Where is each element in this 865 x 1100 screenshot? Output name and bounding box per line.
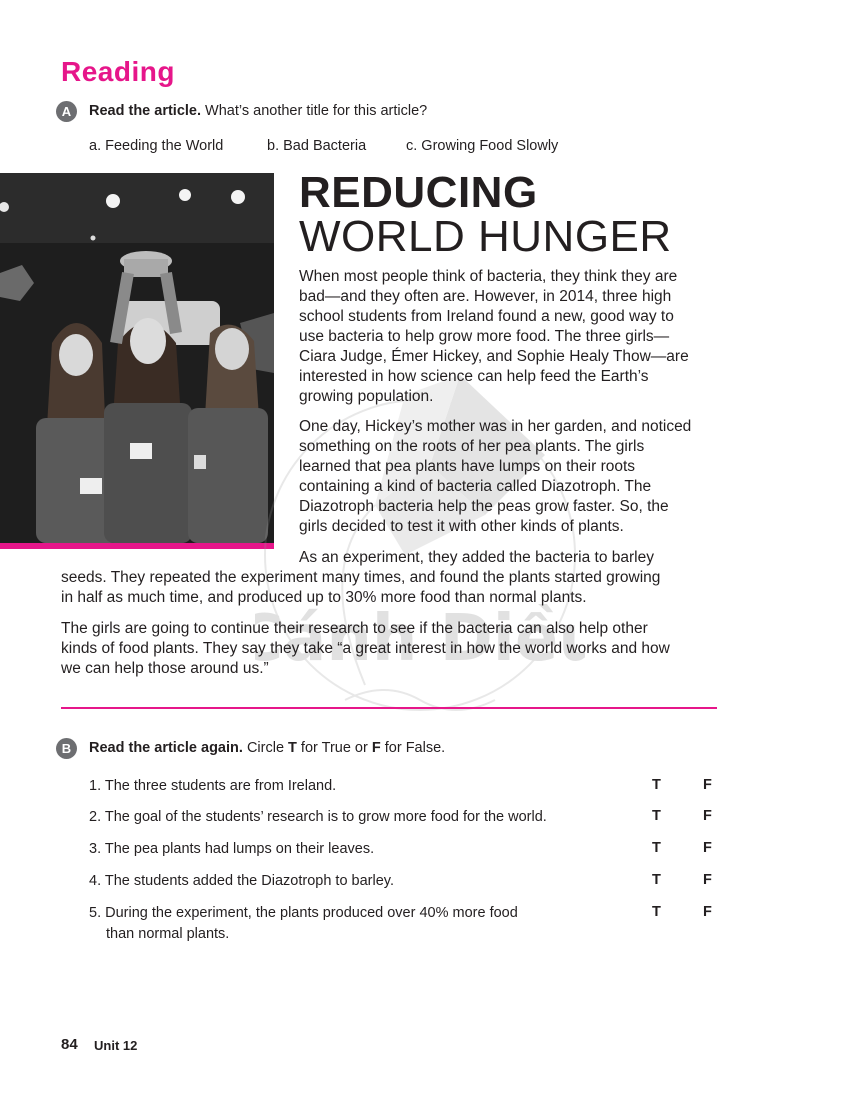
option-b: b. Bad Bacteria [267,138,367,154]
text-line: growing population. [299,388,434,405]
statement-4-true[interactable]: T [652,872,661,888]
statement-number: 1. [89,778,102,794]
article-title-line2: WORLD HUNGER [299,212,672,261]
article-paragraph-1 [299,267,689,407]
text-line: kinds of food plants. They say they take “a great interest in how the world works and how [61,640,670,657]
statement-1-false[interactable]: F [703,777,712,793]
text-line: learned that pea plants have lumps on their roots [299,458,636,475]
task-a-instruction-rest: What’s another title for this article? [201,103,428,119]
statement-text: The three students are from Ireland. [104,778,337,794]
task-b-instruction-mid2: for True or [296,740,372,756]
text-line: use bacteria to help grow more food. The three girls— [299,328,670,345]
task-a-instruction-bold: Read the article. [89,103,202,119]
text-line: interested in how science can help feed the Earth’s [299,368,649,385]
option-a: a. Feeding the World [89,138,224,154]
task-b-instruction [89,740,445,756]
task-b-instruction-bold: Read the article again. [89,740,243,756]
article-paragraph-3-rest [61,568,660,608]
statement-4-false[interactable]: F [703,872,712,888]
section-title: Reading [61,56,175,87]
text-line: containing a kind of bacteria called Diazotroph. The [299,478,652,495]
text-line: One day, Hickey’s mother was in her garden, and noticed [299,418,692,435]
article-photo [0,173,274,543]
statement-text: During the experiment, the plants produced over 40% more food [105,905,518,921]
statement-4 [89,871,609,892]
task-b-instruction-end: for False. [380,740,446,756]
text-line: seeds. They repeated the experiment many times, and found the plants started growing [61,569,661,586]
statement-5 [89,903,609,945]
statement-number: 5. [89,905,102,921]
text-line: we can help those around us.” [61,660,269,677]
statement-number: 2. [89,809,102,825]
text-line: something on the roots of her pea plants. The girls [299,438,645,455]
article-paragraph-3-line1: As an experiment, they added the bacteria to barley [299,549,654,566]
statement-text: The goal of the students’ research is to grow more food for the world. [104,809,547,825]
photo-accent-bar [0,543,274,549]
statement-text-continued: than normal plants. [106,926,230,942]
text-line: bad—and they often are. However, in 2014, three high [299,288,672,305]
statement-5-false[interactable]: F [703,904,712,920]
statement-number: 3. [89,841,102,857]
statement-2-false[interactable]: F [703,808,712,824]
statement-5-true[interactable]: T [652,904,661,920]
text-line: Ciara Judge, Émer Hickey, and Sophie Healy Thow—are [299,348,689,365]
text-line: school students from Ireland found a new, good way to [299,308,674,325]
text-line: in half as much time, and produced up to 30% more food than normal plants. [61,589,587,606]
page-number: 84 [61,1036,78,1053]
statement-number: 4. [89,873,102,889]
false-letter: F [371,740,381,756]
statement-3-false[interactable]: F [703,840,712,856]
article-paragraph-2 [299,417,691,537]
task-a-badge: A [56,101,77,122]
statement-text: The pea plants had lumps on their leaves. [104,841,375,857]
article-paragraph-4 [61,619,670,679]
task-a-instruction [89,103,427,119]
text-line: Diazotroph bacteria help the peas grow faster. So, the [299,498,669,515]
text-line: The girls are going to continue their research to see if the bacteria can also help other [61,620,648,637]
photo-illustration [0,173,274,543]
unit-label: Unit 12 [94,1038,138,1053]
statement-2-true[interactable]: T [652,808,661,824]
task-b-badge: B [56,738,77,759]
statement-2 [89,807,609,828]
text-line: When most people think of bacteria, they think they are [299,268,678,285]
statement-3-true[interactable]: T [652,840,661,856]
option-c: c. Growing Food Slowly [406,138,559,154]
true-letter: T [288,740,297,756]
statement-3 [89,839,609,860]
text-line: girls decided to test it with other kinds of plants. [299,518,624,535]
article-title-line1: REDUCING [299,168,538,217]
task-b-instruction-mid1: Circle [242,740,289,756]
statement-1-true[interactable]: T [652,777,661,793]
statement-text: The students added the Diazotroph to barley. [104,873,394,889]
section-divider [61,707,717,709]
watermark-text: Cánh Diều [255,602,585,676]
statement-1 [89,776,609,797]
